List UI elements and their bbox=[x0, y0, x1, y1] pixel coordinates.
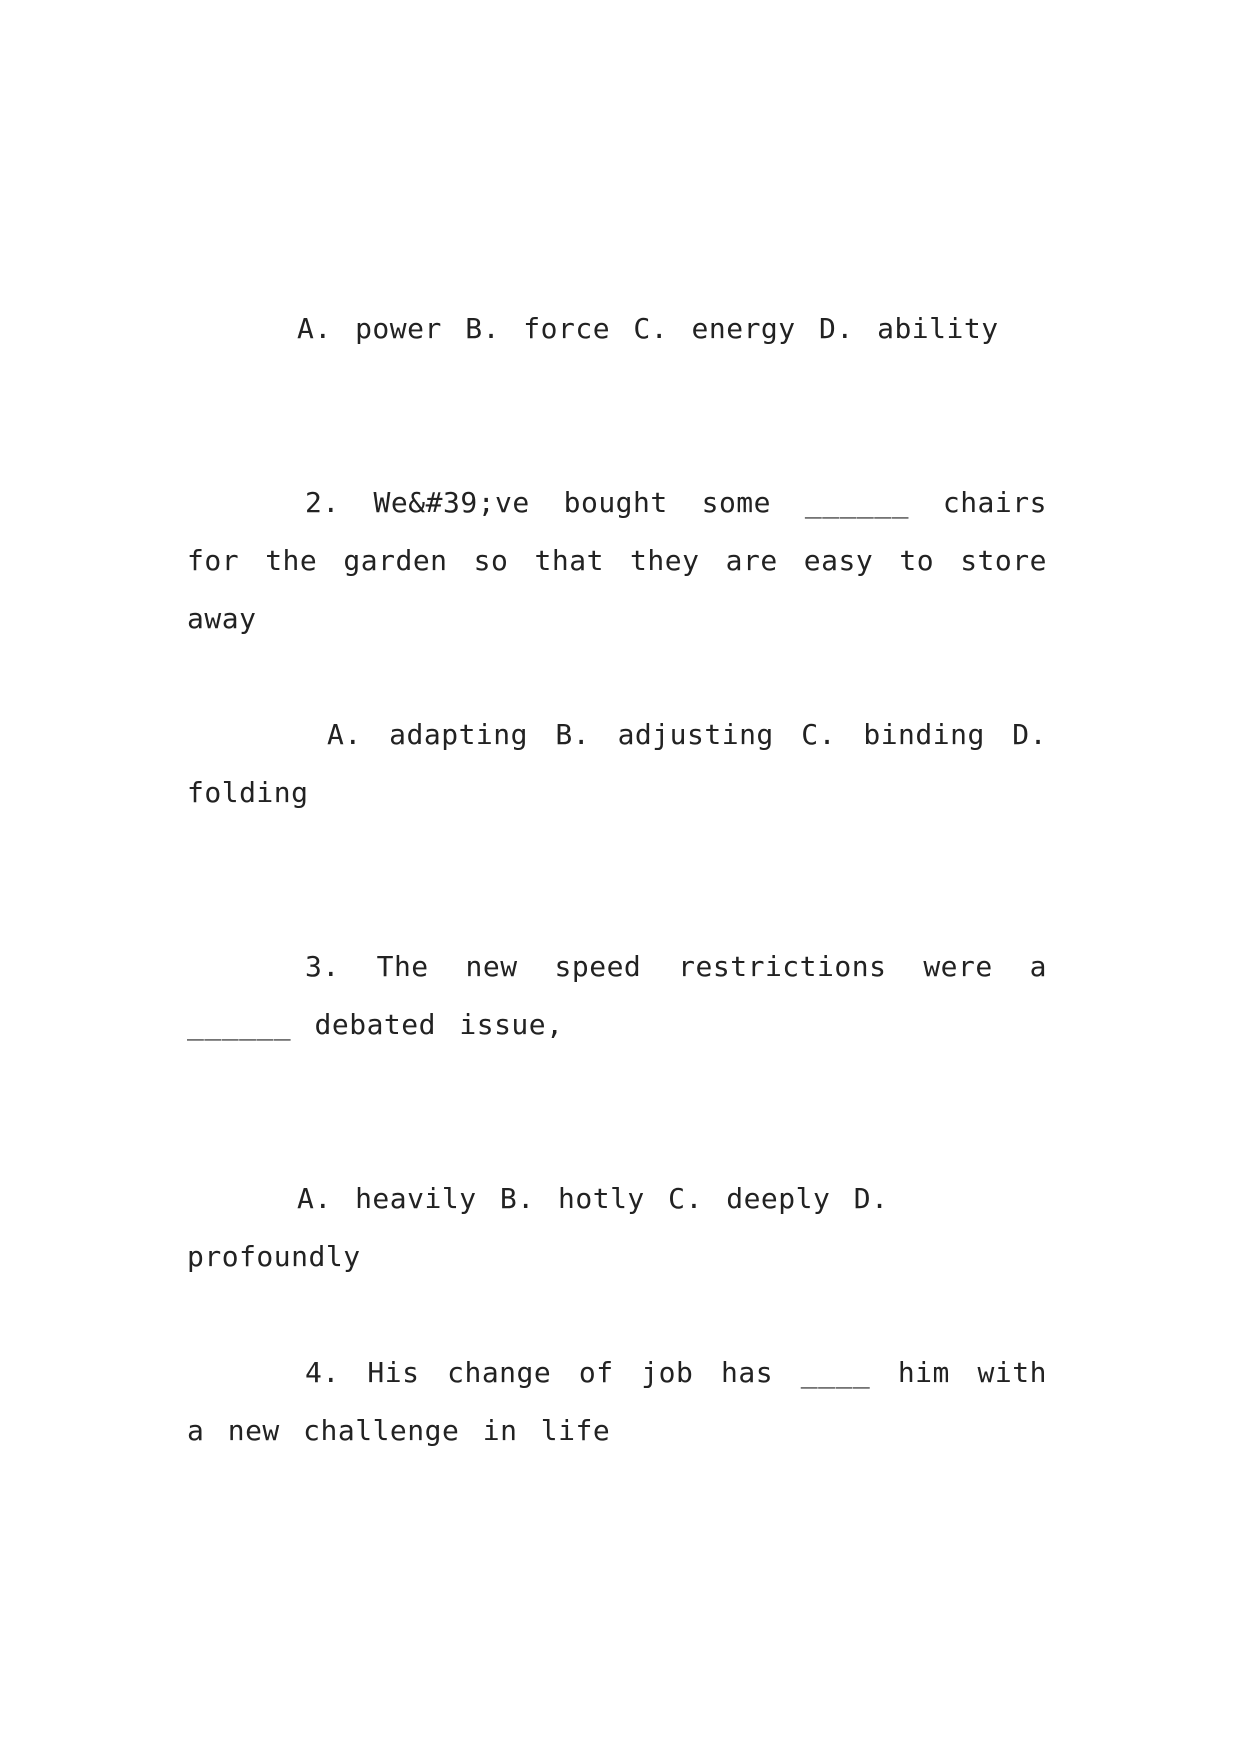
options-q3: A. heavily B. hotly C. deeply D. profoundly bbox=[187, 1182, 889, 1273]
question-2: 2. We&#39;ve bought some ______ chairs for the garden so that they are easy to store away bbox=[187, 486, 1047, 635]
question-3: 3. The new speed restrictions were a ______ debated issue, bbox=[187, 950, 1047, 1041]
options-q1: A. power B. force C. energy D. ability bbox=[297, 312, 999, 345]
question-4: 4. His change of job has ____ him with a new challenge in life bbox=[187, 1356, 1047, 1447]
options-q2: A. adapting B. adjusting C. binding D. folding bbox=[187, 718, 1047, 809]
